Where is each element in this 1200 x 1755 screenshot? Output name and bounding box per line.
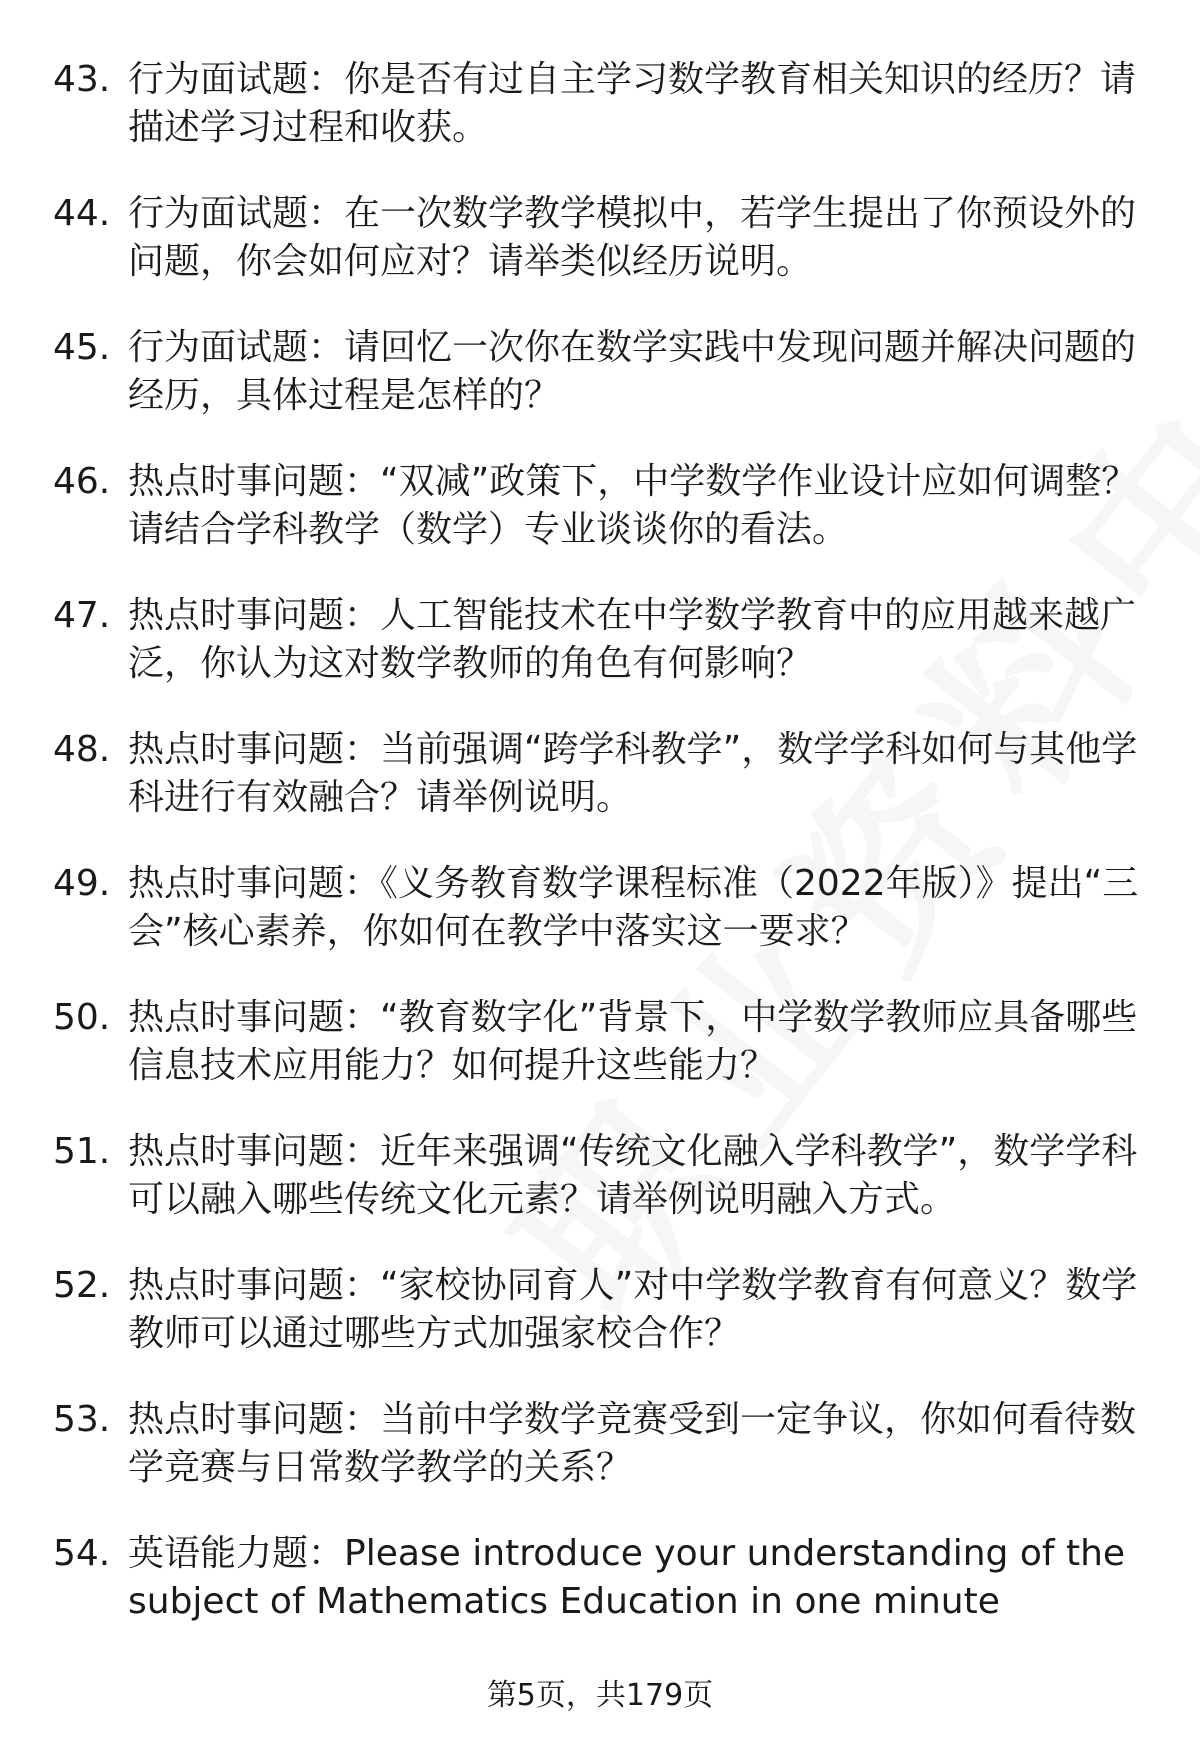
question-item: [0, 726, 1200, 822]
question-item: [0, 860, 1200, 956]
question-number: 53.: [53, 1399, 111, 1440]
question-text: 行为面试题：在一次数学教学模拟中，若学生提出了你预设外的问题，你会如何应对？请举类似经历说明。: [128, 193, 1137, 282]
question-number: 44.: [53, 193, 111, 234]
question-text: 行为面试题：请回忆一次你在数学实践中发现问题并解决问题的经历，具体过程是怎样的？: [128, 327, 1137, 416]
question-number: 54.: [53, 1533, 111, 1574]
question-text: 热点时事问题：当前强调“跨学科教学”，数学学科如何与其他学科进行有效融合？请举例说明。: [128, 729, 1138, 818]
page-footer: 第5页，共179页: [486, 1678, 714, 1713]
question-number: 48.: [53, 729, 111, 770]
question-text: 行为面试题：你是否有过自主学习数学教育相关知识的经历？请描述学习过程和收获。: [128, 59, 1137, 148]
question-number: 46.: [53, 461, 111, 502]
question-item: [0, 1530, 1200, 1626]
question-text: 热点时事问题：“家校协同育人”对中学数学教育有何意义？数学教师可以通过哪些方式加强家校合作？: [128, 1265, 1138, 1354]
question-number: 52.: [53, 1265, 111, 1306]
question-item: [0, 1396, 1200, 1492]
question-number: 50.: [53, 997, 111, 1038]
question-number: 47.: [53, 595, 111, 636]
question-item: [0, 1128, 1200, 1224]
question-item: [0, 592, 1200, 688]
question-item: [0, 324, 1200, 420]
question-item: [0, 1262, 1200, 1358]
question-item: [0, 190, 1200, 286]
question-number: 51.: [53, 1131, 111, 1172]
question-number: 49.: [53, 863, 111, 904]
question-number: 45.: [53, 327, 111, 368]
question-text: 热点时事问题：“双减”政策下，中学数学作业设计应如何调整？请结合学科教学（数学）专业谈谈你的看法。: [128, 461, 1138, 550]
question-item: [0, 458, 1200, 554]
question-text: 热点时事问题：近年来强调“传统文化融入学科教学”，数学学科可以融入哪些传统文化元素？请举例说明融入方式。: [128, 1131, 1138, 1220]
question-item: [0, 994, 1200, 1090]
question-text: 热点时事问题：《义务教育数学课程标准（2022年版）》提出“三会”核心素养，你如何在教学中落实这一要求？: [128, 863, 1139, 952]
question-text: 热点时事问题：“教育数字化”背景下，中学数学教师应具备哪些信息技术应用能力？如何提升这些能力？: [128, 997, 1138, 1086]
question-list: [0, 56, 1200, 1664]
question-item: [0, 56, 1200, 152]
question-text: 英语能力题：Please introduce your understanding of the subject of Mathematics Education in one minute: [128, 1533, 1126, 1622]
question-number: 43.: [53, 59, 111, 100]
question-text: 热点时事问题：当前中学数学竞赛受到一定争议，你如何看待数学竞赛与日常数学教学的关系？: [128, 1399, 1137, 1488]
question-text: 热点时事问题：人工智能技术在中学数学教育中的应用越来越广泛，你认为这对数学教师的角色有何影响？: [128, 595, 1137, 684]
